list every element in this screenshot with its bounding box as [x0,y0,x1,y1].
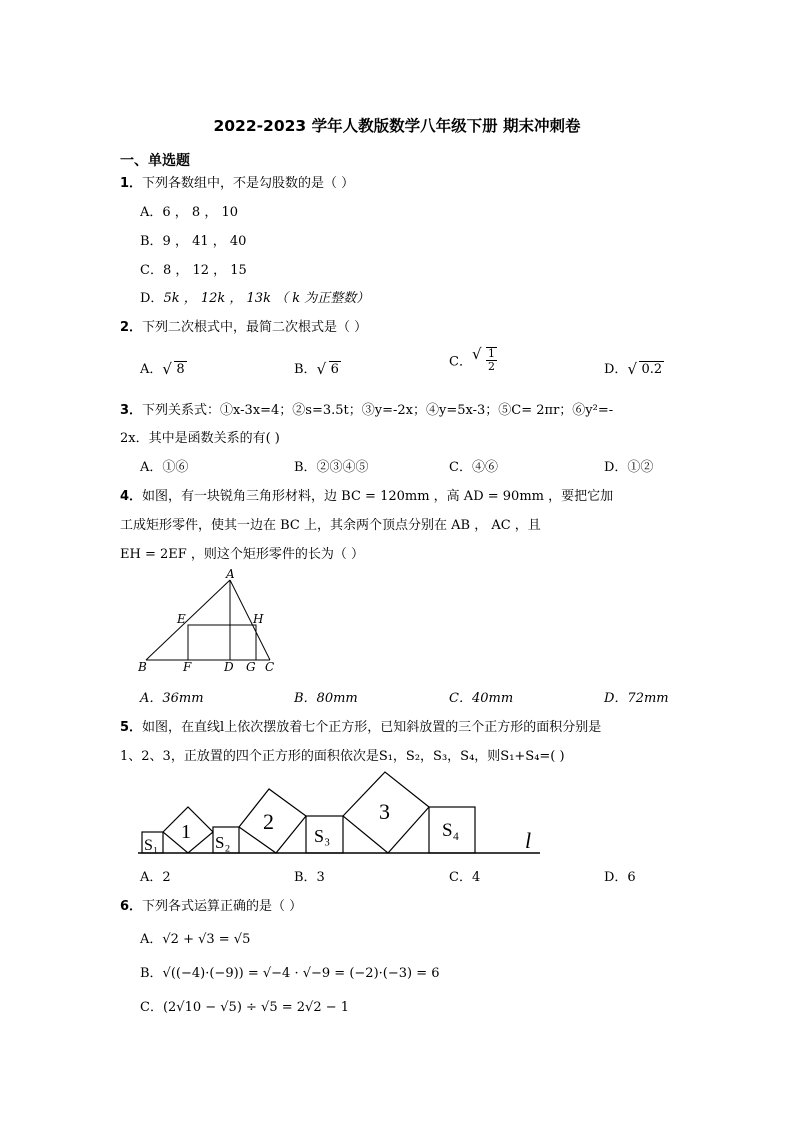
q1-option-c[interactable]: C．8 ， 12 ， 15 [140,263,247,278]
question-4 [120,485,613,504]
question-6 [120,895,302,914]
question-3-line-2: 2x．其中是函数关系的有( ) [120,431,280,446]
question-line-1: 如图，有一块锐角三角形材料，边 BC = 120mm ，高 AD = 90mm ，要把它加 [142,489,614,504]
q4-option-a[interactable]: A．36mm [140,691,204,706]
question-1 [120,172,354,191]
q1-option-b[interactable]: B．9 ， 41 ， 40 [140,234,247,249]
option-label: B． [294,362,317,377]
label-c: C [265,660,275,674]
question-number: 3． [120,403,143,418]
label-l: l [525,828,532,853]
question-stem: 下列各式运算正确的是（ ） [142,899,303,914]
fraction-numerator: √ 1 [487,347,495,360]
q4-option-d[interactable]: D．72mm [604,691,669,706]
question-3 [120,399,613,418]
radicand: 8 [176,362,185,377]
q4-option-c[interactable]: C．40mm [449,691,514,706]
question-number: 6． [120,899,143,914]
radicand: 6 [330,362,339,377]
question-4-line-3: EH = 2EF ，则这个矩形零件的长为（ ） [120,547,365,562]
label-1: 1 [181,821,191,843]
q2-option-d[interactable] [604,358,664,377]
label-2: 2 [263,809,274,834]
q5-option-b[interactable]: B．3 [294,870,325,885]
radicand: 0.2 [641,362,663,377]
question-5-line-2: 1、2、3，正放置的四个正方形的面积依次是S₁，S₂，S₃，S₄，则S₁+S₄=( ) [120,749,565,764]
option-text: 5k ， 12k ， 13k （ k 为正整数） [163,291,370,306]
question-stem: 下列各数组中，不是勾股数的是（ ） [142,176,355,191]
question-number: 1． [120,176,143,191]
q2-option-c[interactable] [449,347,497,373]
question-4-line-2: 工成矩形零件，使其一边在 BC 上，其余两个顶点分别在 AB ， AC ，且 [120,518,541,533]
question-number: 4． [120,489,143,504]
triangle-figure [138,568,283,678]
q5-option-d[interactable]: D．6 [604,870,636,885]
q1-option-d[interactable] [140,287,369,306]
option-label: D． [140,291,164,306]
label-a: A [226,568,235,581]
option-label: A． [140,362,163,377]
question-number: 2． [120,320,143,335]
option-label: C． [449,354,472,370]
label-s1: S₁ [144,837,159,854]
q3-option-c[interactable]: C．④⑥ [449,460,498,475]
q3-option-b[interactable]: B．②③④⑤ [294,460,369,475]
label-g: G [246,660,256,674]
label-b: B [138,660,147,674]
q2-option-a[interactable] [140,358,187,377]
option-label: D． [604,362,628,377]
q5-option-c[interactable]: C．4 [449,870,481,885]
question-5 [120,716,601,735]
label-3: 3 [379,799,390,824]
label-e: E [177,612,186,626]
section-heading: 一、单选题 [120,153,190,169]
label-f: F [183,660,192,674]
q4-option-b[interactable]: B．80mm [294,691,358,706]
question-number: 5． [120,720,143,735]
fraction-denominator: 2 [487,360,495,373]
q6-option-b[interactable]: B．√((−4)·(−9)) = √−4 · √−9 = (−2)·(−3) = 6 [140,966,440,981]
q6-option-a[interactable]: A．√2 + √3 = √5 [140,932,251,947]
question-line-1: 如图，在直线l上依次摆放着七个正方形，已知斜放置的三个正方形的面积分别是 [142,720,602,735]
q5-option-a[interactable]: A．2 [140,870,171,885]
label-d: D [224,660,234,674]
label-s4: S₄ [442,820,460,841]
question-stem: 下列二次根式中，最简二次根式是（ ） [142,320,368,335]
q6-option-c[interactable]: C．(2√10 − √5) ÷ √5 = 2√2 − 1 [140,1000,350,1015]
q1-option-a[interactable]: A．6 ， 8 ， 10 [140,205,239,220]
label-s2: S₂ [215,833,231,852]
question-line-1: 下列关系式：①x-3x=4；②s=3.5t；③y=-2x；④y=5x-3；⑤C= 2πr；⑥y²=- [142,403,614,418]
label-h: H [253,612,264,626]
side-ac [230,580,270,660]
label-s3: S₃ [314,826,331,846]
rectangle-efgh [188,625,256,660]
q3-option-a[interactable]: A．①⑥ [140,460,189,475]
question-2 [120,316,367,335]
page-title: 2022-2023 学年人教版数学八年级下册 期末冲刺卷 [213,117,581,135]
q3-option-d[interactable]: D．①② [604,460,654,475]
q2-option-b[interactable] [294,358,341,377]
squares-figure [136,766,546,858]
